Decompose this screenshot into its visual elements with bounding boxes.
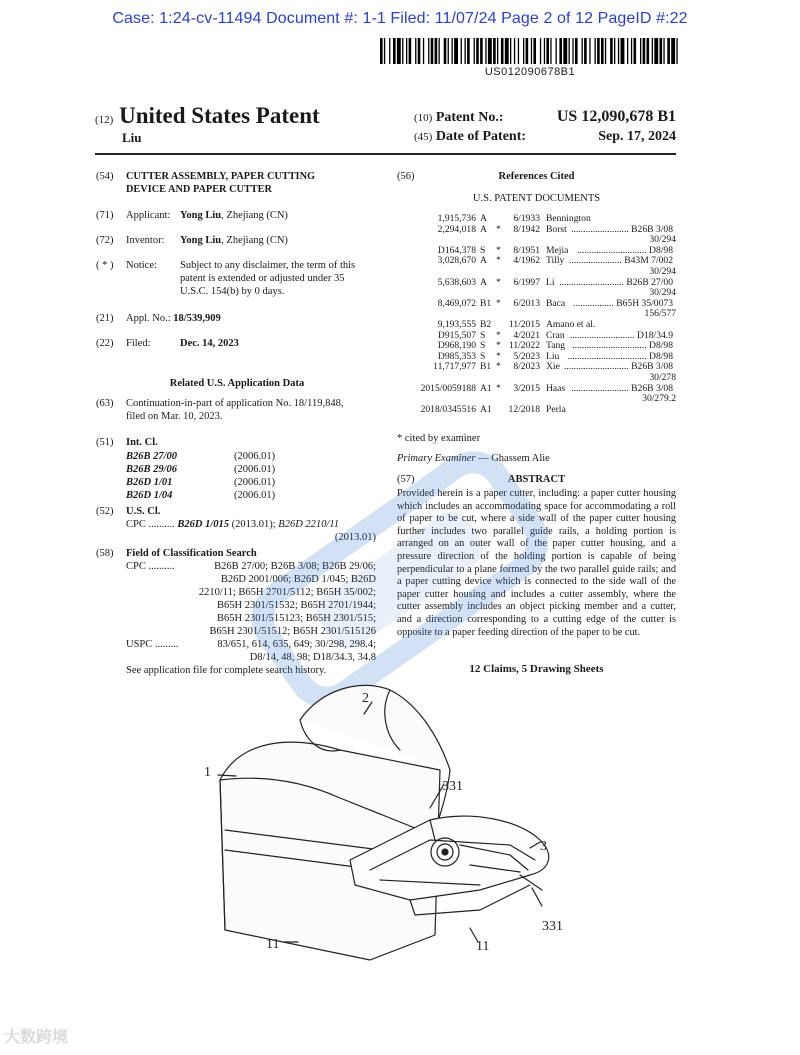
inventor-surname: Liu bbox=[122, 130, 142, 145]
search-cpc-label: CPC .......... bbox=[126, 561, 175, 572]
reference-date: 4/1962 bbox=[513, 255, 540, 267]
reference-date: 11/2022 bbox=[508, 340, 540, 352]
reference-class: ...................... B43M 7/002 bbox=[569, 255, 673, 267]
references-heading: References Cited bbox=[498, 171, 575, 182]
reference-date: 5/2023 bbox=[513, 350, 540, 362]
inid-code-63: (63) bbox=[96, 398, 114, 409]
reference-kind: A1 bbox=[480, 403, 492, 415]
related-data-heading: Related U.S. Application Data bbox=[169, 378, 305, 389]
cited-note: * cited by examiner bbox=[397, 433, 481, 444]
reference-date: 6/1997 bbox=[513, 276, 540, 288]
reference-star: * bbox=[496, 340, 501, 352]
inid-code-notice: ( * ) bbox=[96, 260, 114, 271]
reference-kind: B2 bbox=[480, 319, 492, 330]
reference-class: ........................... B26B 27/00 bbox=[559, 276, 673, 288]
reference-date: 8/1942 bbox=[513, 223, 540, 235]
reference-name: Li bbox=[546, 276, 555, 288]
us-patent-docs-heading: U.S. PATENT DOCUMENTS bbox=[472, 193, 601, 204]
fig-label-331-bottom: 331 bbox=[542, 919, 563, 934]
us-cl-cpc-ver: (2013.01) bbox=[334, 532, 376, 543]
reference-name: Perla bbox=[546, 403, 566, 415]
us-cl-label: U.S. Cl. bbox=[126, 506, 161, 517]
reference-star: * bbox=[496, 329, 501, 341]
reference-class-continued: 30/279.2 bbox=[642, 393, 676, 405]
reference-kind: A bbox=[480, 276, 487, 288]
reference-date: 6/2013 bbox=[513, 297, 540, 309]
references-list bbox=[418, 214, 676, 434]
reference-kind: S bbox=[480, 340, 486, 352]
reference-class: ............................. D8/98 bbox=[577, 244, 673, 256]
filed-date: Dec. 14, 2023 bbox=[180, 338, 239, 349]
reference-class: ........................... D18/34.9 bbox=[569, 329, 673, 341]
continuation-text: Continuation-in-part of application No. 18/119,848, filed on Mar. 10, 2023. bbox=[126, 398, 344, 422]
search-uspc-label: USPC ......... bbox=[126, 639, 179, 650]
inid-code-71: (71) bbox=[96, 210, 114, 221]
reference-date: 8/2023 bbox=[513, 361, 540, 373]
reference-class-continued: 30/294 bbox=[649, 266, 676, 277]
header-divider bbox=[95, 153, 676, 155]
reference-class: ............................... D8/98 bbox=[572, 340, 673, 352]
search-cpc-list: B26B 27/00; B26B 3/08; B26B 29/06; B26D 2001/006; B26D 1/045; B26D 2210/11; B65H 2701/5112; B65H 35/002; B65H 2301/51532; B65H 2701/1944; B65H 2301/515123; B65H 2301/515; B65H 2301/51512; B65H 2301/515126 bbox=[198, 561, 376, 637]
reference-star: * bbox=[496, 255, 501, 267]
barcode-image bbox=[380, 38, 680, 64]
reference-kind: B1 bbox=[480, 297, 492, 309]
reference-kind: A1 bbox=[480, 382, 492, 394]
reference-number: 1,915,736 bbox=[437, 213, 476, 224]
reference-star: * bbox=[496, 297, 501, 309]
reference-date: 11/2015 bbox=[508, 319, 540, 330]
int-cl-list: B26B 27/00 (2006.01) B26B 29/06 (2006.01) B26D 1/01 (2006.01) B26D 1/04 (2006.01) bbox=[126, 451, 276, 501]
search-history-note: See application file for complete search history. bbox=[126, 665, 327, 676]
examiner-line: Primary Examiner — Ghassem Alie bbox=[397, 453, 550, 464]
patent-date-label: Date of Patent: bbox=[435, 129, 527, 144]
invention-title: CUTTER ASSEMBLY, PAPER CUTTING DEVICE AND PAPER CUTTER bbox=[126, 171, 316, 195]
reference-kind: A bbox=[480, 223, 487, 235]
abstract-text: Provided herein is a paper cutter, including: a paper cutter housing which includes an accommodating space for accommodating a roll of paper to be cut, where a side wall of the paper cutter housing further includes two parallel guide rails, a holding portion is arranged on an outer wall of the paper cutter housing, and a pressure direction of the holding portion is capable of being perpendicular to a plane formed by the two parallel guide rails; and a paper cutting device which is connected to the side wall of the paper cutter housing and includes a cutter assembly, where the cutter assembly includes an object picking member and a cutter, and a direction corresponding to a cutting edge of the cutter is opposite to a paper feeding direction of the paper to be cut. bbox=[397, 488, 676, 638]
reference-class: ................. B65H 35/0073 bbox=[573, 297, 673, 309]
reference-number: D915,507 bbox=[437, 329, 476, 341]
search-uspc-list: 83/651, 614, 635, 649; 30/298, 298.4; D8/14, 48, 98; D18/34.3, 34.8 bbox=[217, 639, 376, 663]
fig-label-11-right: 11 bbox=[476, 939, 490, 954]
inid-code-52: (52) bbox=[96, 506, 114, 517]
reference-number: 2015/0059188 bbox=[420, 382, 476, 394]
inid-code-56: (56) bbox=[397, 171, 415, 182]
inid-code-21: (21) bbox=[96, 313, 114, 324]
reference-number: 11,717,977 bbox=[433, 361, 476, 373]
reference-star: * bbox=[496, 361, 501, 373]
patent-number: US 12,090,678 B1 bbox=[556, 108, 676, 125]
reference-name: Borst bbox=[546, 223, 567, 235]
reference-class: ................................. D8/98 bbox=[567, 350, 673, 362]
reference-number: 3,028,670 bbox=[437, 255, 476, 267]
patent-date: Sep. 17, 2024 bbox=[598, 129, 676, 144]
reference-name: Bennington bbox=[546, 213, 591, 224]
reference-date: 8/1951 bbox=[513, 244, 540, 256]
reference-kind: S bbox=[480, 350, 486, 362]
reference-number: 2,294,018 bbox=[437, 223, 476, 235]
inid-code-51: (51) bbox=[96, 437, 114, 448]
reference-class-continued: 30/294 bbox=[649, 287, 676, 299]
reference-kind: S bbox=[480, 244, 486, 256]
reference-name: Haas bbox=[546, 382, 566, 394]
applicant-value: Yong Liu, Zhejiang (CN) bbox=[180, 210, 288, 221]
inid-code-58: (58) bbox=[96, 548, 114, 559]
reference-class-continued: 30/278 bbox=[649, 372, 676, 383]
reference-star: * bbox=[496, 244, 501, 256]
reference-class: ........................ B26B 3/08 bbox=[571, 382, 673, 394]
inid-code-22: (22) bbox=[96, 338, 114, 349]
reference-number: 5,638,603 bbox=[437, 276, 476, 288]
inventor-label: Inventor: bbox=[126, 235, 165, 246]
reference-kind: B1 bbox=[480, 361, 492, 373]
inid-code-57: (57) bbox=[397, 474, 415, 485]
reference-date: 6/1933 bbox=[513, 213, 540, 224]
reference-star: * bbox=[496, 276, 501, 288]
fig-label-331-top: 331 bbox=[442, 779, 463, 794]
reference-kind: A bbox=[480, 255, 487, 267]
reference-class: ........................ B26B 3/08 bbox=[571, 223, 673, 235]
inid-code-72: (72) bbox=[96, 235, 114, 246]
applicant-label: Applicant: bbox=[126, 210, 171, 221]
us-cl-cpc: CPC .......... B26D 1/015 (2013.01); B26D 2210/11 bbox=[126, 519, 340, 530]
reference-name: Liu bbox=[546, 350, 560, 362]
appl-no: Appl. No.: 18/539,909 bbox=[126, 313, 221, 324]
reference-kind: S bbox=[480, 329, 486, 341]
reference-name: Cran bbox=[546, 329, 565, 341]
reference-date: 3/2015 bbox=[513, 382, 540, 394]
reference-star: * bbox=[496, 382, 501, 394]
reference-number: D985,353 bbox=[437, 350, 476, 362]
fig-label-2: 2 bbox=[362, 691, 369, 706]
reference-number: 8,469,072 bbox=[437, 297, 476, 309]
reference-class-continued: 156/577 bbox=[644, 308, 676, 320]
inid-code-10: (10) bbox=[414, 112, 433, 124]
fig-label-11-left: 11 bbox=[266, 937, 280, 952]
reference-star: * bbox=[496, 223, 501, 235]
reference-class-continued: 30/294 bbox=[649, 234, 676, 246]
abstract-heading: ABSTRACT bbox=[507, 474, 566, 485]
reference-number: D164,378 bbox=[437, 244, 476, 256]
reference-class: ........................... B26B 3/08 bbox=[563, 361, 673, 373]
reference-number: D968,190 bbox=[437, 340, 476, 352]
int-cl-label: Int. Cl. bbox=[126, 437, 158, 448]
patent-number-label: Patent No.: bbox=[435, 110, 504, 125]
field-search-label: Field of Classification Search bbox=[126, 548, 257, 559]
inventor-value: Yong Liu, Zhejiang (CN) bbox=[180, 235, 288, 246]
filed-label: Filed: bbox=[126, 338, 151, 349]
reference-kind: A bbox=[480, 213, 487, 224]
inid-code-12: (12) bbox=[95, 114, 114, 126]
patent-drawing-figure bbox=[180, 680, 600, 980]
inid-code-45: (45) bbox=[414, 131, 433, 143]
reference-date: 12/2018 bbox=[508, 403, 540, 415]
reference-star: * bbox=[496, 350, 501, 362]
patent-title-line bbox=[95, 103, 320, 129]
notice-label: Notice: bbox=[126, 260, 157, 271]
reference-name: Baca bbox=[546, 297, 566, 309]
fig-label-3: 3 bbox=[540, 839, 547, 854]
case-header: Case: 1:24-cv-11494 Document #: 1-1 Filed: 11/07/24 Page 2 of 12 PageID #:22 bbox=[112, 10, 688, 27]
left-column: (54) CUTTER ASSEMBLY, PAPER CUTTING DEVICE AND PAPER CUTTER (71) Applicant: Yong Liu, Zhejiang (CN) (72) Inventor: Yong Liu, Zhejiang (CN) ( * ) Notice: Subject to any disclaimer, the term of this patent is extended or adjusted under 35 U.S.C. 154(b) by 0 days. (21) Appl. No.: 18/539,909 (22) Filed: Dec. 14, 2023 Related U.S. Application Data (63) Continuation-in-part of application No. 18/119,848, filed on Mar. 10, 2023. (51) Int. Cl. B26B 27/00 (2006.01) B26B 29/06 (2006.01) B26D 1/01 (2006.01) B26D 1/04 (2006.01) (52) U.S. Cl. CPC .......... B26D 1/015 (2013.01); B26D 2210/11 (2013.01) (58) Field of Classification Search CPC .......... B26B 27/00; B26B 3/08; B26B 29/06; B26D 2001/006; B26D 1/045; B26D 2210/11; B65H 2701/5112; B65H 35/002; B65H 2301/51532; B65H 2701/1944; B65H 2301/515123; B65H 2301/515; B65H 2301/51512; B65H 2301/515126 USPC ......... 83/651, 614, 635, 649; 30/298, 298.4; D8/14, 48, 98; D18/34.3, 34.8 See application file for complete search history. bbox=[96, 171, 376, 676]
reference-date: 4/2021 bbox=[513, 329, 540, 341]
reference-name: Tilly bbox=[546, 255, 565, 267]
reference-name: Amano et al. bbox=[546, 319, 596, 330]
reference-name: Tang bbox=[546, 340, 566, 352]
claims-summary: 12 Claims, 5 Drawing Sheets bbox=[469, 663, 604, 675]
fig-label-1: 1 bbox=[204, 765, 211, 780]
barcode-number: US012090678B1 bbox=[484, 66, 576, 78]
notice-text: Subject to any disclaimer, the term of this patent is extended or adjusted under 35 U.S.C. 154(b) by 0 days. bbox=[180, 260, 356, 297]
reference-number: 2018/0345516 bbox=[420, 403, 476, 415]
reference-row bbox=[418, 405, 673, 418]
corner-logo: 大数跨境 bbox=[4, 1027, 69, 1046]
patent-title: United States Patent bbox=[119, 103, 320, 128]
reference-number: 9,193,555 bbox=[437, 319, 476, 330]
reference-name: Xie bbox=[546, 361, 560, 373]
reference-name: Mejia bbox=[546, 244, 569, 256]
